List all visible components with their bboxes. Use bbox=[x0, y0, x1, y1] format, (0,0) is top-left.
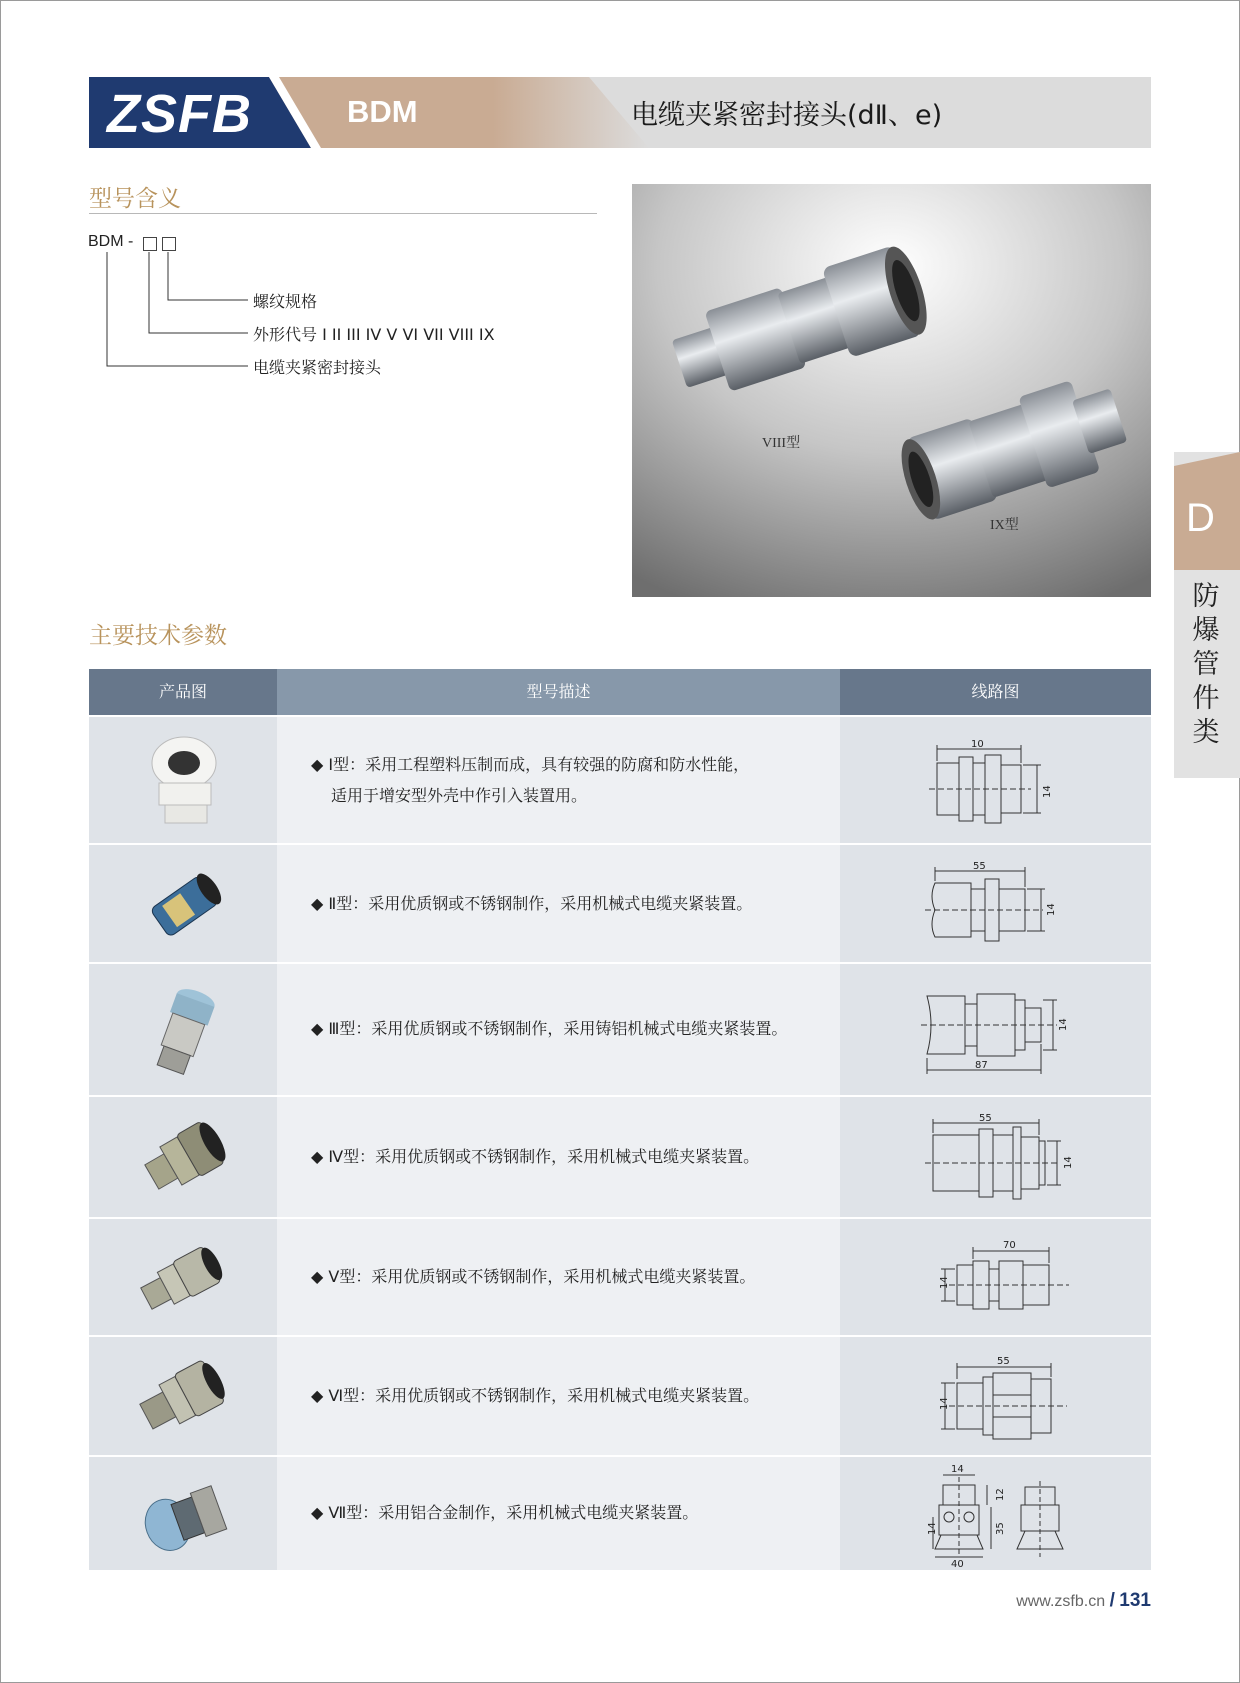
meaning-thread: 螺纹规格 bbox=[253, 292, 318, 311]
brand-logo: ZSFB bbox=[107, 84, 252, 144]
dim-height: 14 bbox=[939, 1397, 950, 1410]
description-i-line-2: 适用于增安型外壳中作引入装置用。 bbox=[331, 786, 588, 805]
footer-separator: / bbox=[1109, 1590, 1115, 1611]
dim-height: 14 bbox=[1042, 785, 1053, 798]
table-row bbox=[89, 964, 1151, 1095]
model-meaning-title: 型号含义 bbox=[89, 186, 181, 212]
page-title: 电缆夹紧密封接头(dⅡ、e) bbox=[631, 100, 943, 131]
dim-width: 55 bbox=[973, 861, 986, 872]
photo-caption-ix: IX型 bbox=[990, 518, 1019, 533]
col-header-image: 产品图 bbox=[89, 669, 277, 715]
col-header-diagram: 线路图 bbox=[840, 669, 1151, 715]
dim-width: 87 bbox=[975, 1060, 988, 1071]
dim-height: 14 bbox=[1058, 1018, 1069, 1031]
diagram-vi bbox=[919, 1349, 1079, 1447]
model-code-pattern: BDM - bbox=[88, 233, 134, 250]
description-iii: ◆ Ⅲ型：采用优质钢或不锈钢制作，采用铸铝机械式电缆夹紧装置。 bbox=[311, 1019, 788, 1038]
table-row bbox=[89, 1457, 1151, 1570]
page-number: 131 bbox=[1119, 1590, 1151, 1611]
table-row bbox=[89, 1097, 1151, 1217]
product-image-v bbox=[135, 1235, 231, 1321]
product-photo bbox=[632, 184, 1151, 597]
table-row bbox=[89, 1337, 1151, 1455]
table-row bbox=[89, 1219, 1151, 1335]
meaning-shape: 外形代号 I II III IV V VI VII VIII IX bbox=[253, 325, 495, 344]
description-ii: ◆ Ⅱ型：采用优质钢或不锈钢制作，采用机械式电缆夹紧装置。 bbox=[311, 894, 753, 913]
dim-body-height: 35 bbox=[995, 1522, 1006, 1535]
product-image-iii bbox=[141, 984, 227, 1080]
side-tab-label: 防爆管件类 bbox=[1192, 581, 1220, 748]
product-image-vi bbox=[135, 1351, 231, 1441]
dim-side-height: 14 bbox=[927, 1522, 938, 1535]
product-image-iv bbox=[137, 1113, 229, 1205]
model-code: BDM bbox=[347, 94, 418, 129]
dim-width: 10 bbox=[971, 739, 984, 750]
diagram-v bbox=[919, 1231, 1079, 1327]
description-vi: ◆ Ⅵ型：采用优质钢或不锈钢制作，采用机械式电缆夹紧装置。 bbox=[311, 1386, 760, 1405]
description-vii: ◆ Ⅶ型：采用铝合金制作，采用机械式电缆夹紧装置。 bbox=[311, 1503, 699, 1522]
dim-width: 55 bbox=[979, 1113, 992, 1124]
diagram-ii bbox=[919, 859, 1069, 955]
dim-height: 14 bbox=[1063, 1156, 1074, 1169]
description-v: ◆ Ⅴ型：采用优质钢或不锈钢制作，采用机械式电缆夹紧装置。 bbox=[311, 1267, 756, 1286]
product-image-ii bbox=[139, 859, 229, 949]
dim-height: 14 bbox=[939, 1276, 950, 1289]
dim-width: 70 bbox=[1003, 1240, 1016, 1251]
table-row bbox=[89, 845, 1151, 962]
product-image-i bbox=[139, 733, 229, 829]
product-image-vii bbox=[137, 1469, 229, 1559]
diagram-iii bbox=[917, 984, 1077, 1080]
page-footer bbox=[1016, 1590, 1151, 1612]
description-i bbox=[311, 749, 749, 811]
description-i-line-1: ◆ Ⅰ型：采用工程塑料压制而成，具有较强的防腐和防水性能， bbox=[311, 755, 750, 774]
diagram-i bbox=[919, 737, 1069, 827]
dim-height: 14 bbox=[1046, 903, 1057, 916]
footer-website[interactable]: www.zsfb.cn bbox=[1016, 1593, 1106, 1610]
dim-width: 55 bbox=[997, 1356, 1010, 1367]
description-iv: ◆ Ⅳ型：采用优质钢或不锈钢制作，采用机械式电缆夹紧装置。 bbox=[311, 1147, 760, 1166]
dim-cap-height: 12 bbox=[995, 1488, 1006, 1501]
side-tab-letter: D bbox=[1186, 496, 1215, 540]
dim-base-width: 40 bbox=[951, 1559, 964, 1569]
table-row bbox=[89, 717, 1151, 843]
photo-caption-viii: VIII型 bbox=[762, 436, 801, 451]
diagram-vii bbox=[921, 1461, 1091, 1569]
meaning-product: 电缆夹紧密封接头 bbox=[253, 358, 382, 377]
diagram-iv bbox=[919, 1111, 1079, 1209]
specs-title: 主要技术参数 bbox=[89, 623, 227, 649]
col-header-description: 型号描述 bbox=[277, 669, 840, 715]
dim-top-width: 14 bbox=[951, 1464, 964, 1475]
